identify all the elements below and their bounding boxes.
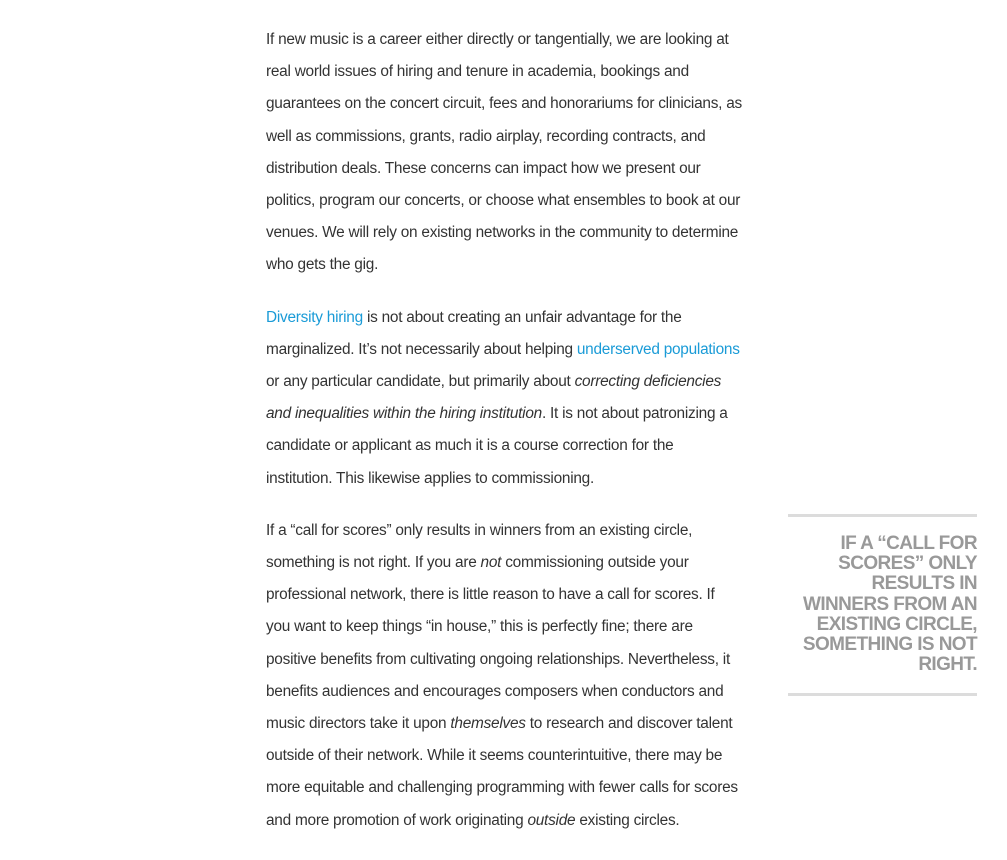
paragraph-career (266, 24, 742, 282)
emphasis-text: themselves (450, 715, 526, 733)
emphasis-text: outside (527, 811, 576, 829)
paragraph-text: If new music is a career either directly or tangentially, we are looking at real world issues of hiring and tenure in academia, bookings and guarantees on the concert circuit, fees and honorariums for clinicians, as well as commissions, grants, radio airplay, recording contracts, and distribution deals. These concerns can impact how we present our politics, program our concerts, or choose what ensembles to book at our venues. We will rely on existing networks in the community to determine who gets the gig. (266, 31, 742, 274)
pull-quote (788, 514, 977, 696)
paragraph-text: existing circles. (575, 811, 680, 829)
underserved-populations-link[interactable]: underserved populations (576, 340, 740, 358)
paragraph-diversity-hiring (266, 302, 742, 495)
paragraph-call-for-scores (266, 515, 742, 837)
article-body (266, 24, 742, 857)
paragraph-text: is not about creating an unfair advantage for the marginalized. It’s not necessarily about helping (266, 308, 682, 358)
pull-quote-text: IF A “CALL FOR SCORES” ONLY RESULTS IN WINNERS FROM AN EXISTING CIRCLE, SOMETHING IS NOT RIGHT. (802, 533, 977, 676)
paragraph-text: or any particular candidate, but primarily about (266, 373, 575, 391)
emphasis-text: correcting deficiencies and inequalities within the hiring institution (266, 373, 722, 423)
paragraph-text: If a “call for scores” only results in winners from an existing circle, something is not right. If you are (266, 521, 693, 572)
diversity-hiring-link[interactable]: Diversity hiring (266, 308, 363, 326)
emphasis-text: not (480, 554, 502, 572)
paragraph-text: . It is not about patronizing a candidate or applicant as much it is a course correction for the institution. This likewise applies to commissioning. (266, 405, 728, 487)
paragraph-text: to research and discover talent outside of their network. While it seems counterintuitive, there may be more equitable and challenging programming with fewer calls for scores and more promotion of work originating (266, 715, 738, 829)
paragraph-text: commissioning outside your professional network, there is little reason to have a call for scores. If you want to keep things “in house,” this is perfectly fine; there are positive benefits from cultivating ongoing relationships. Nevertheless, it benefits audiences and encourages composers when conductors and music directors take it upon (266, 554, 730, 733)
